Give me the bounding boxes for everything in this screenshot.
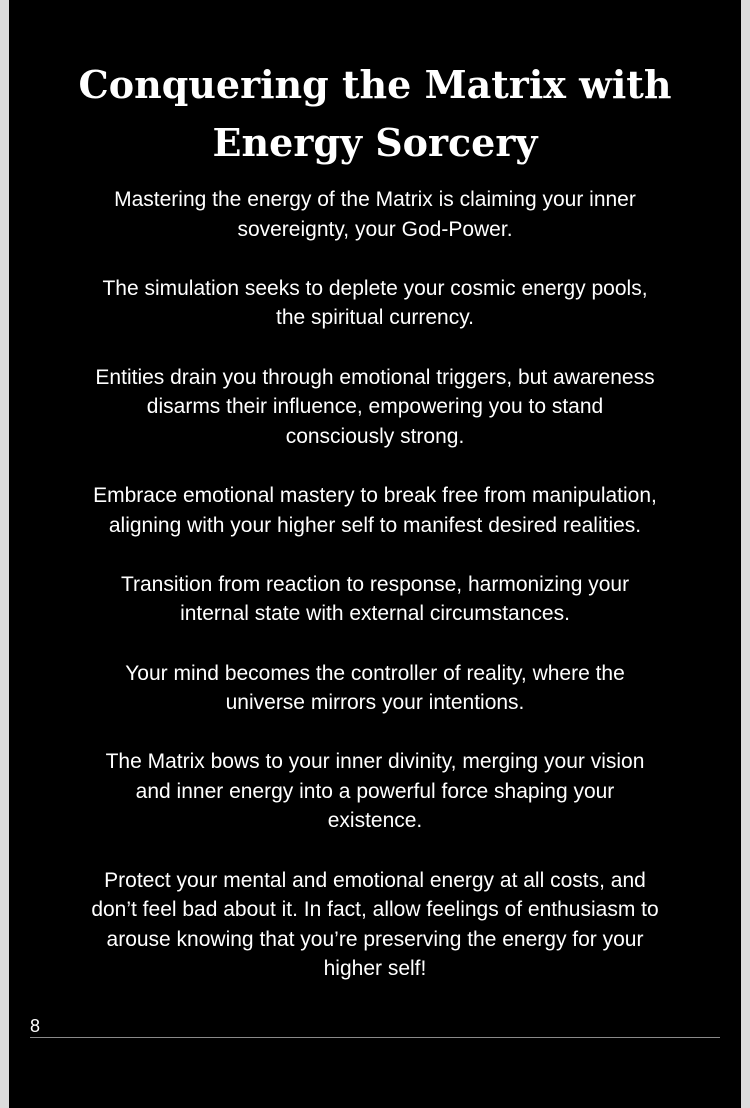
paragraph-7: The Matrix bows to your inner divinity, merging your vision and inner energy into a powerful force shaping your existence. (105, 750, 645, 833)
page-number: 8 (30, 1016, 41, 1036)
left-page-edge (0, 0, 9, 1108)
paragraph-5: Transition from reaction to response, harmonizing your internal state with external circumstances. (120, 572, 630, 626)
body-text (90, 185, 660, 1014)
paragraph-1: Mastering the energy of the Matrix is claiming your inner sovereignty, your God-Power. (114, 188, 636, 241)
paragraph-8: Protect your mental and emotional energy at all costs, and don’t feel bad about it. In fact, allow feelings of enthusiasm to arouse knowing that you’re preserving the energy for your higher self! (91, 868, 659, 981)
page-title: Conquering the Matrix with Energy Sorcery (78, 62, 672, 165)
right-page-edge (741, 0, 750, 1108)
paragraph-3: Entities drain you through emotional triggers, but awareness disarms their influence, empowering you to stand consciously strong. (95, 365, 655, 448)
paragraph-2: The simulation seeks to deplete your cosmic energy pools, the spiritual currency. (102, 276, 648, 330)
paragraph-6: Your mind becomes the controller of reality, where the universe mirrors your intentions. (125, 661, 625, 715)
footer-divider (30, 1037, 720, 1038)
paragraph-4: Embrace emotional mastery to break free from manipulation, aligning with your higher self to manifest desired realities. (93, 483, 657, 537)
